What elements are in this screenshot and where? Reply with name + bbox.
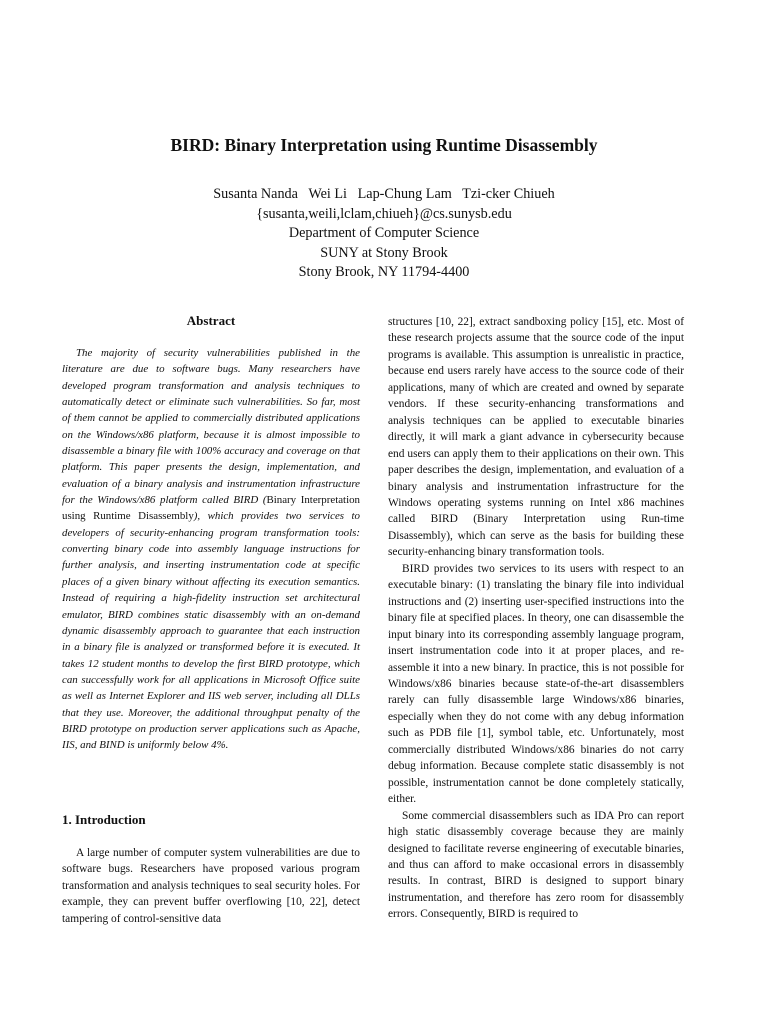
abstract-text-part2: ), which provides two services to developers of security-enhancing program transformation tools: converting binary code into assembly language instructions for further analysis, and inserting instrumentation code at specific places of a given binary without affecting its execution semantics. Instead of requiring a high-fidelity instruction set architectural emulator, BIRD combines static disassembly with an on-demand dynamic disassembly approach to guarantee that each instruction in a binary file is analyzed or transformed before it is executed. It takes 12 student months to develop the first BIRD prototype, which can successfully work for all applications in Microsoft Office suite as well as Internet Explorer and IIS web server, including all DLLs that they use. Moreover, the additional throughput penalty of the BIRD prototype on production server applications such as Apache, IIS, and BIND is uniformly below 4%. <box>62 510 360 752</box>
author-block <box>0 185 768 283</box>
introduction-paragraph-1: A large number of computer system vulnerabilities are due to software bugs. Researchers have proposed various program transformation and analysis techniques to seal security holes. For example, they can prevent buffer overflowing [10, 22], detect tampering of control-sensitive data <box>62 847 360 925</box>
abstract-heading: Abstract <box>186 313 236 328</box>
introduction-heading: 1. Introduction <box>62 812 146 827</box>
right-column-paragraph-2: BIRD provides two services to its users with respect to an executable binary: (1) translating the binary file into individual instructions and (2) inserting user-specified instructions into the binary file at specified places. In theory, one can disassemble the input binary into its corresponding assembly language program, insert instrumentation code into it at proper places, and re-assemble it into a new binary. In practice, this is not possible for Windows/x86 binaries because state-of-the-art disassemblers rarely can fully disassemble large Windows/x86 binaries, especially when they do not come with any debug information such as PDB file [1], symbol table, etc. Unfortunately, most commercially distributed Windows/x86 binaries do not carry debug information. Because complete static disassembly is not possible, instrumentation cannot be done completely statically, either. <box>388 562 684 806</box>
abstract-text-upright: Binary Interpretation using Runtime Disassembly <box>62 494 360 523</box>
author-department: Department of Computer Science <box>288 225 480 241</box>
author-emails: {susanta,weili,lclam,chiueh}@cs.sunysb.edu <box>256 205 512 222</box>
right-column <box>388 314 684 923</box>
abstract-text-part1: The majority of security vulnerabilities published in the literature are due to software bugs. Many researchers have developed program transformation and analysis techniques to automatically detect or eliminate such vulnerabilities. So far, most of them cannot be applied to commercially distributed applications on the Windows/x86 platform, because it is almost impossible to disassemble a binary file with 100% accuracy and coverage on that platform. This paper presents the design, implementation, and evaluation of a binary analysis and instrumentation infrastructure for the Windows/x86 platform called BIRD ( <box>62 347 360 507</box>
paper-title: BIRD: Binary Interpretation using Runtime Disassembly <box>170 135 598 155</box>
right-column-paragraph-1: structures [10, 22], extract sandboxing policy [15], etc. Most of these research projects assume that the source code of the input programs is available. This assumption is unrealistic in practice, because end users rarely have access to the source code of their applications, many of which are created and owned by separate vendors. If these security-enhancing transformations and analysis techniques can be applied to executable binaries directly, it will mark a giant advance in cybersecurity because end users can apply them to their applications on their own. This paper describes the design, implementation, and evaluation of a binary analysis and instrumentation infrastructure for the Windows operating systems running on Intel x86 machines called BIRD (Binary Interpretation using Run-time Disassembly), which can serve as the basis for building these security-enhancing binary transformation tools. <box>388 316 684 559</box>
abstract-body <box>62 345 360 754</box>
author-names: Susanta Nanda Wei Li Lap-Chung Lam Tzi-cker Chiueh <box>213 186 555 202</box>
author-address: Stony Brook, NY 11794-4400 <box>298 264 470 280</box>
author-university: SUNY at Stony Brook <box>320 244 448 261</box>
right-column-paragraph-3: Some commercial disassemblers such as IDA Pro can report high static disassembly coverage because they are mainly designed to facilitate reverse engineering of executable binaries, and thus can afford to make occasional errors in disassembly results. In contrast, BIRD is designed to support binary instrumentation, and therefore has zero room for disassembly errors. Consequently, BIRD is required to <box>388 809 684 921</box>
